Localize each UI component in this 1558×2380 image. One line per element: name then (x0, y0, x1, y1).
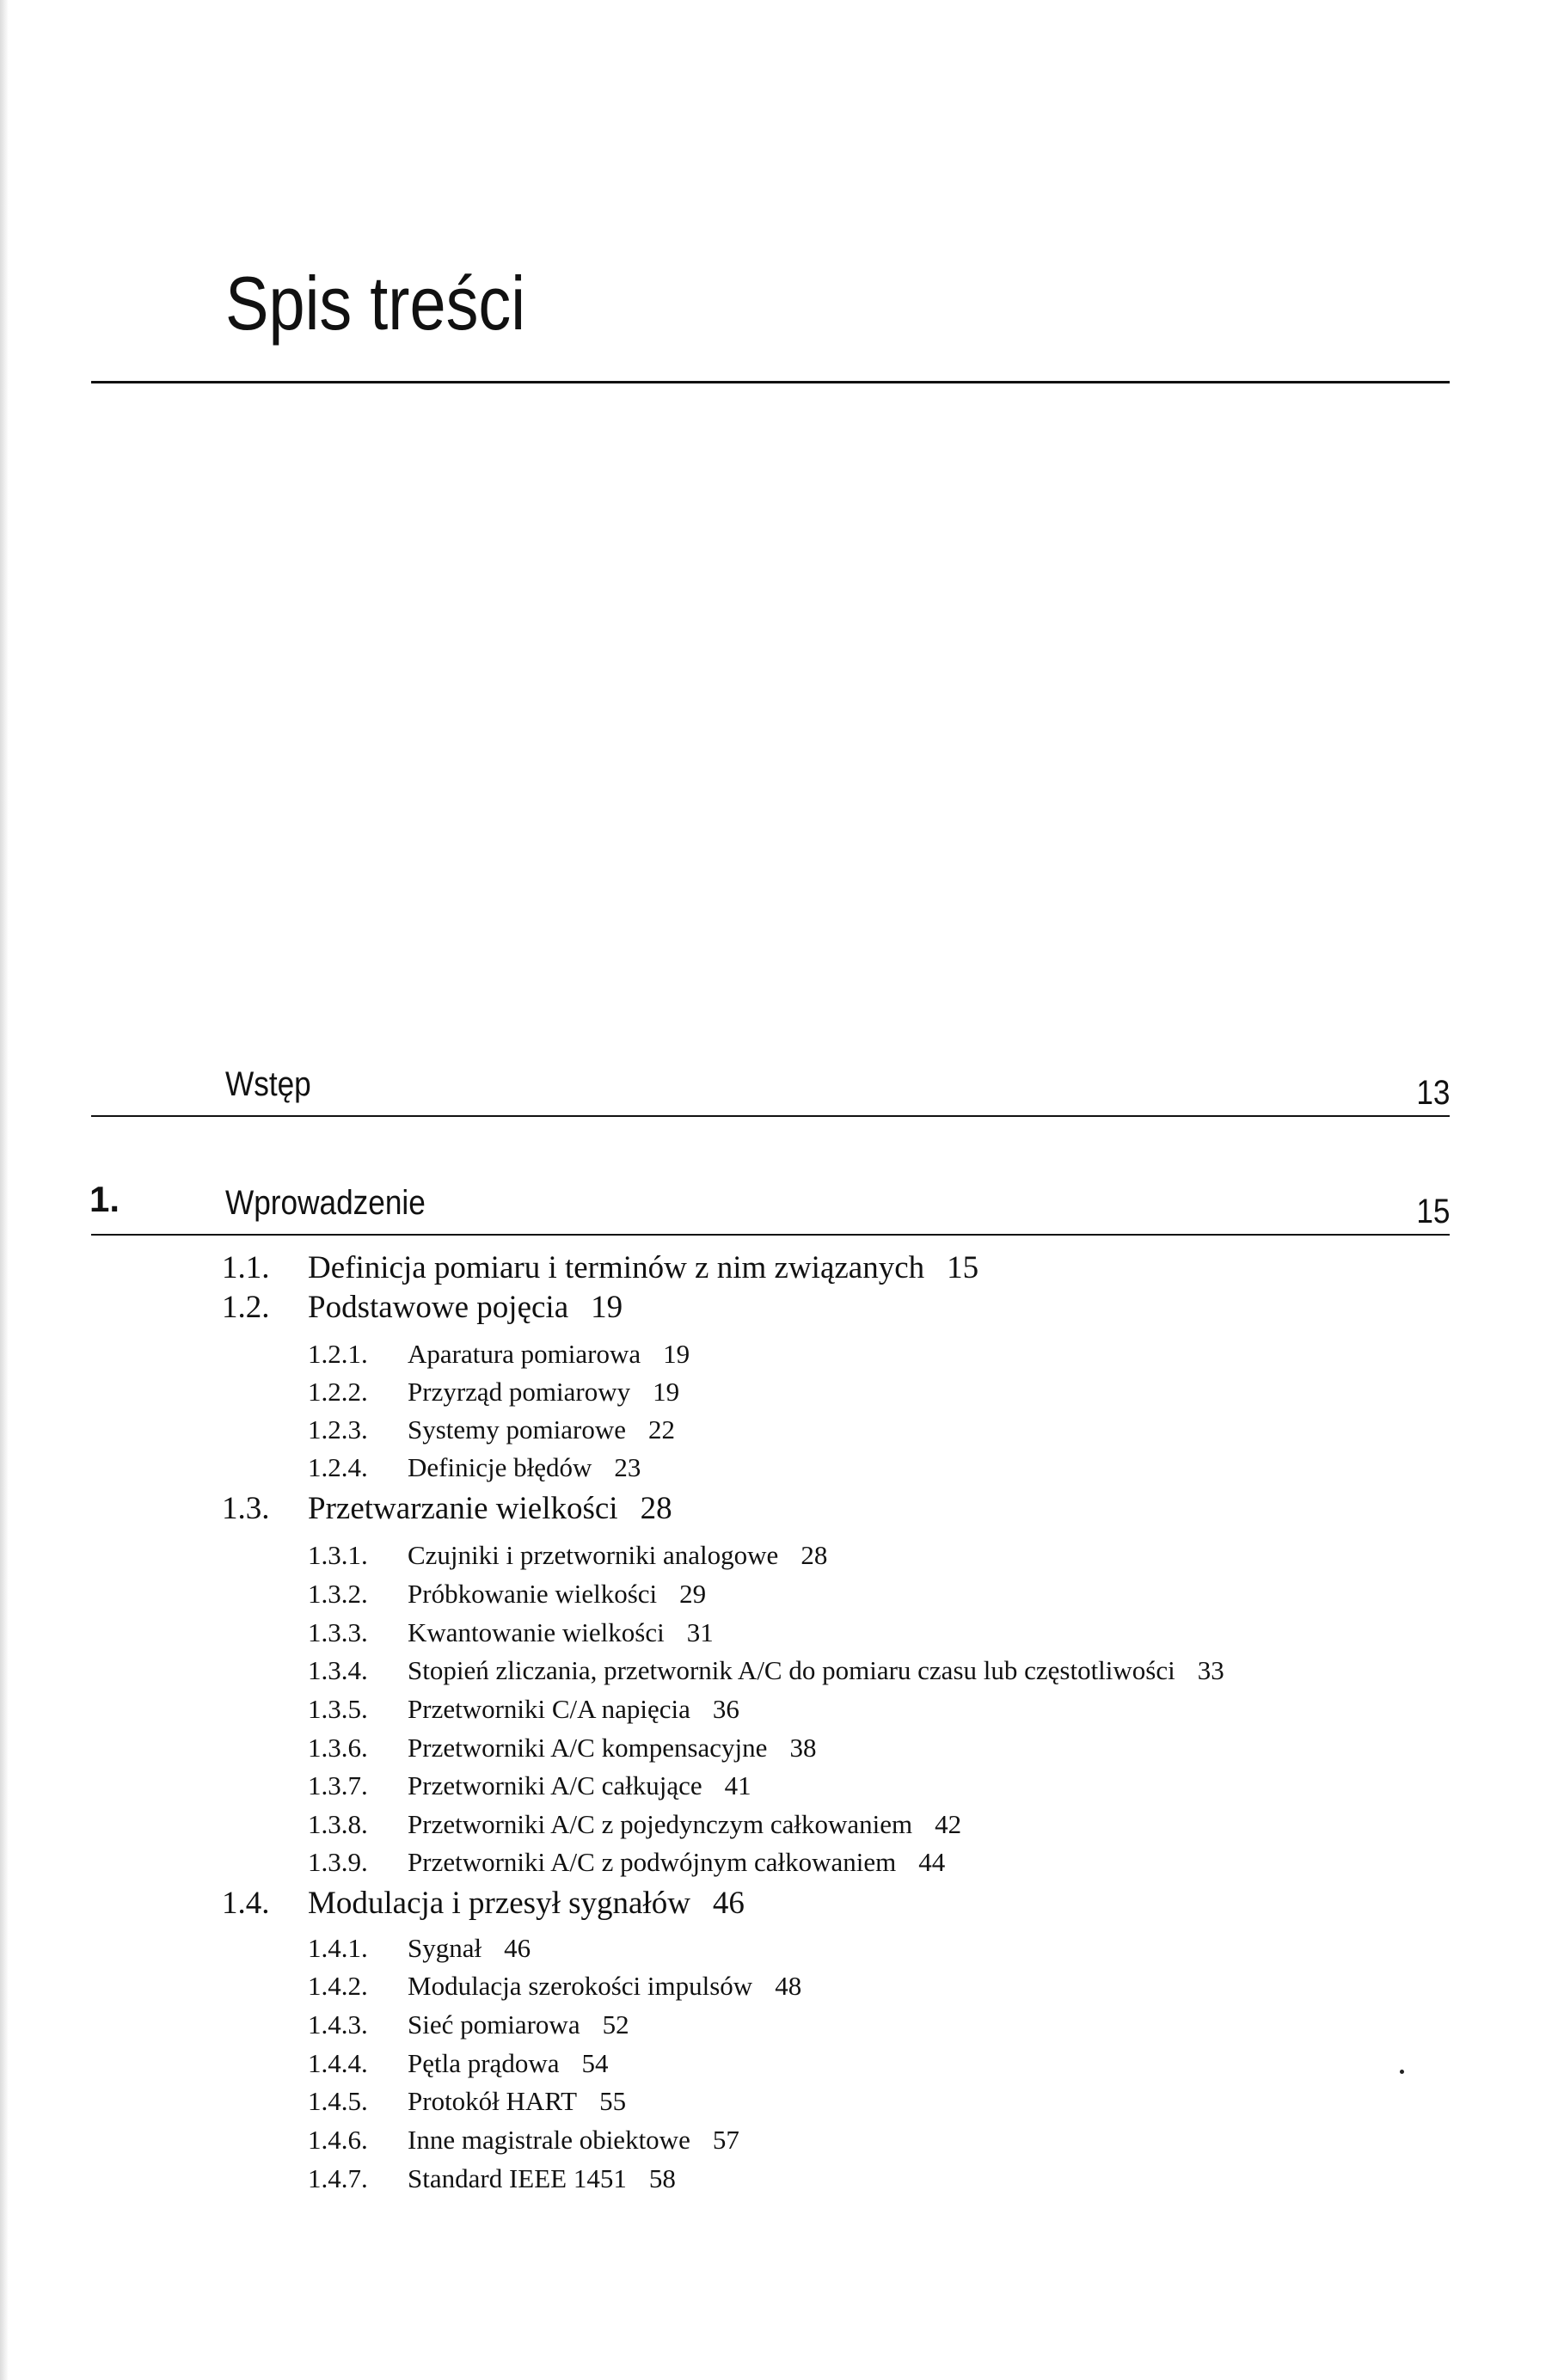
intro-rule (91, 1115, 1450, 1117)
toc-entry-page: 36 (712, 1694, 739, 1724)
toc-entry-number: 1.3.1. (308, 1540, 368, 1570)
toc-entry-number: 1.2.3. (308, 1414, 368, 1445)
toc-entry-title: Aparatura pomiarowa (408, 1339, 641, 1369)
toc-entry-title-group (408, 1375, 679, 1409)
toc-entry-number: 1.2.4. (308, 1452, 368, 1482)
toc-entry-number: 1.3.8. (308, 1809, 368, 1839)
toc-entry-title-group (408, 2084, 626, 2119)
toc-entry-number: 1.2.1. (308, 1339, 368, 1369)
toc-entry-number: 1.3.5. (308, 1694, 368, 1724)
toc-entry-page: 48 (775, 1971, 802, 2001)
toc-entry-page: 15 (947, 1250, 979, 1285)
toc-entry-page: 19 (591, 1290, 623, 1325)
toc-entry-title: Protokół HART (408, 2086, 578, 2116)
toc-entry-number: 1.4.3. (308, 2009, 368, 2040)
title-rule (91, 381, 1450, 383)
toc-entry-title: Definicja pomiaru i terminów z nim związanych (308, 1250, 925, 1285)
toc-entry-title-group (408, 1845, 945, 1880)
toc-entry-number: 1.4. (222, 1886, 270, 1921)
toc-entry-title: Podstawowe pojęcia (308, 1290, 569, 1325)
toc-entry-title: Przetworniki A/C kompensacyjne (408, 1733, 768, 1763)
toc-entry-title: Przetwarzanie wielkości (308, 1491, 618, 1526)
toc-entry-number: 1.3.4. (308, 1655, 368, 1685)
toc-entry-page: 46 (712, 1886, 745, 1921)
toc-entry-title-group (408, 1413, 675, 1447)
toc-entry-title: Inne magistrale obiektowe (408, 2125, 690, 2155)
toc-entry-number: 1.3.7. (308, 1770, 368, 1800)
toc-entry-title: Czujniki i przetworniki analogowe (408, 1540, 779, 1570)
toc-entry-title-group (408, 1616, 714, 1650)
toc-entry-title: Sygnał (408, 1933, 482, 1963)
toc-entry-title: Stopień zliczania, przetwornik A/C do pomiaru czasu lub częstotliwości (408, 1655, 1175, 1685)
toc-entry-number: 1.4.6. (308, 2125, 368, 2155)
toc-entry-title: Przyrząd pomiarowy (408, 1377, 631, 1407)
intro-label: Wstęp (225, 1065, 311, 1103)
toc-entry-page: 22 (648, 1414, 675, 1445)
toc-entry-number: 1.4.4. (308, 2048, 368, 2078)
toc-entry-title: Kwantowanie wielkości (408, 1617, 665, 1647)
toc-entry-page: 58 (648, 2163, 676, 2193)
toc-entry-title-group (308, 1489, 672, 1529)
chapter-rule (91, 1234, 1450, 1236)
toc-entry-title-group (408, 1451, 641, 1485)
toc-entry-title-group (408, 1969, 801, 2003)
chapter-page: 15 (1415, 1193, 1450, 1230)
toc-entry-number: 1.3. (222, 1491, 270, 1526)
toc-entry-page: 54 (581, 2048, 609, 2078)
toc-entry-page: 33 (1197, 1655, 1224, 1685)
toc-entry-number: 1.2. (222, 1290, 270, 1325)
toc-entry-title: Standard IEEE 1451 (408, 2163, 627, 2193)
toc-entry-page: 19 (663, 1339, 690, 1369)
toc-entry-page: 31 (686, 1617, 714, 1647)
toc-entry-number: 1.1. (222, 1250, 270, 1285)
toc-entry-page: 52 (602, 2009, 629, 2040)
toc-entry-page: 42 (935, 1809, 962, 1839)
toc-entry-page: 19 (653, 1377, 680, 1407)
toc-entry-title-group (408, 1337, 690, 1371)
toc-entry-page: 41 (724, 1770, 751, 1800)
toc-entry-number: 1.4.1. (308, 1933, 368, 1963)
toc-entry-title: Przetworniki A/C z podwójnym całkowaniem (408, 1847, 897, 1877)
toc-entry-title: Modulacja i przesył sygnałów (308, 1886, 690, 1921)
toc-entry-title-group (408, 1538, 827, 1573)
toc-entry-title-group (408, 2123, 739, 2157)
toc-entry-title: Pętla prądowa (408, 2048, 560, 2078)
toc-entry-title-group (408, 1577, 706, 1611)
toc-entry-title: Próbkowanie wielkości (408, 1579, 658, 1609)
page-edge-shadow (0, 0, 9, 2380)
toc-entry-title-group (308, 1248, 978, 1288)
toc-entry-page: 23 (614, 1452, 641, 1482)
toc-entry-page: 28 (640, 1491, 672, 1526)
toc-entry-title-group (408, 2046, 608, 2081)
toc-entry-number: 1.4.7. (308, 2163, 368, 2193)
toc-entry-title-group (408, 1807, 961, 1842)
toc-entry-number: 1.3.9. (308, 1847, 368, 1877)
toc-entry-number: 1.4.2. (308, 1971, 368, 2001)
intro-page: 13 (1415, 1074, 1450, 1112)
toc-entry-title-group (408, 1769, 751, 1803)
toc-entry-number: 1.3.3. (308, 1617, 368, 1647)
toc-entry-title: Przetworniki C/A napięcia (408, 1694, 690, 1724)
toc-entry-title: Przetworniki A/C z pojedynczym całkowaniem (408, 1809, 913, 1839)
toc-entry-title-group (408, 2162, 676, 2196)
toc-entry-number: 1.4.5. (308, 2086, 368, 2116)
toc-entry-title-group (408, 1731, 816, 1765)
chapter-label: Wprowadzenie (225, 1184, 426, 1222)
toc-entry-title-group (308, 1884, 745, 1923)
toc-entry-title: Systemy pomiarowe (408, 1414, 626, 1445)
toc-entry-title: Definicje błędów (408, 1452, 592, 1482)
toc-entry-title: Sieć pomiarowa (408, 2009, 580, 2040)
toc-entry-page: 46 (504, 1933, 531, 1963)
scan-speck (1400, 2070, 1404, 2074)
toc-entry-page: 38 (789, 1733, 817, 1763)
toc-entry-page: 44 (918, 1847, 946, 1877)
toc-entry-title-group (408, 2008, 629, 2042)
toc-entry-page: 28 (800, 1540, 828, 1570)
toc-entry-title-group (408, 1692, 739, 1727)
toc-entry-page: 55 (599, 2086, 627, 2116)
toc-entry-page: 29 (679, 1579, 707, 1609)
toc-entry-title-group (308, 1288, 623, 1328)
toc-entry-page: 57 (712, 2125, 739, 2155)
toc-entry-title-group (408, 1931, 531, 1966)
page-title: Spis treści (225, 261, 526, 346)
toc-entry-title-group (408, 1653, 1224, 1688)
toc-entry-title: Przetworniki A/C całkujące (408, 1770, 702, 1800)
toc-entry-title: Modulacja szerokości impulsów (408, 1971, 753, 2001)
toc-entry-number: 1.2.2. (308, 1377, 368, 1407)
chapter-number: 1. (89, 1179, 120, 1219)
toc-entry-number: 1.3.2. (308, 1579, 368, 1609)
toc-entry-number: 1.3.6. (308, 1733, 368, 1763)
